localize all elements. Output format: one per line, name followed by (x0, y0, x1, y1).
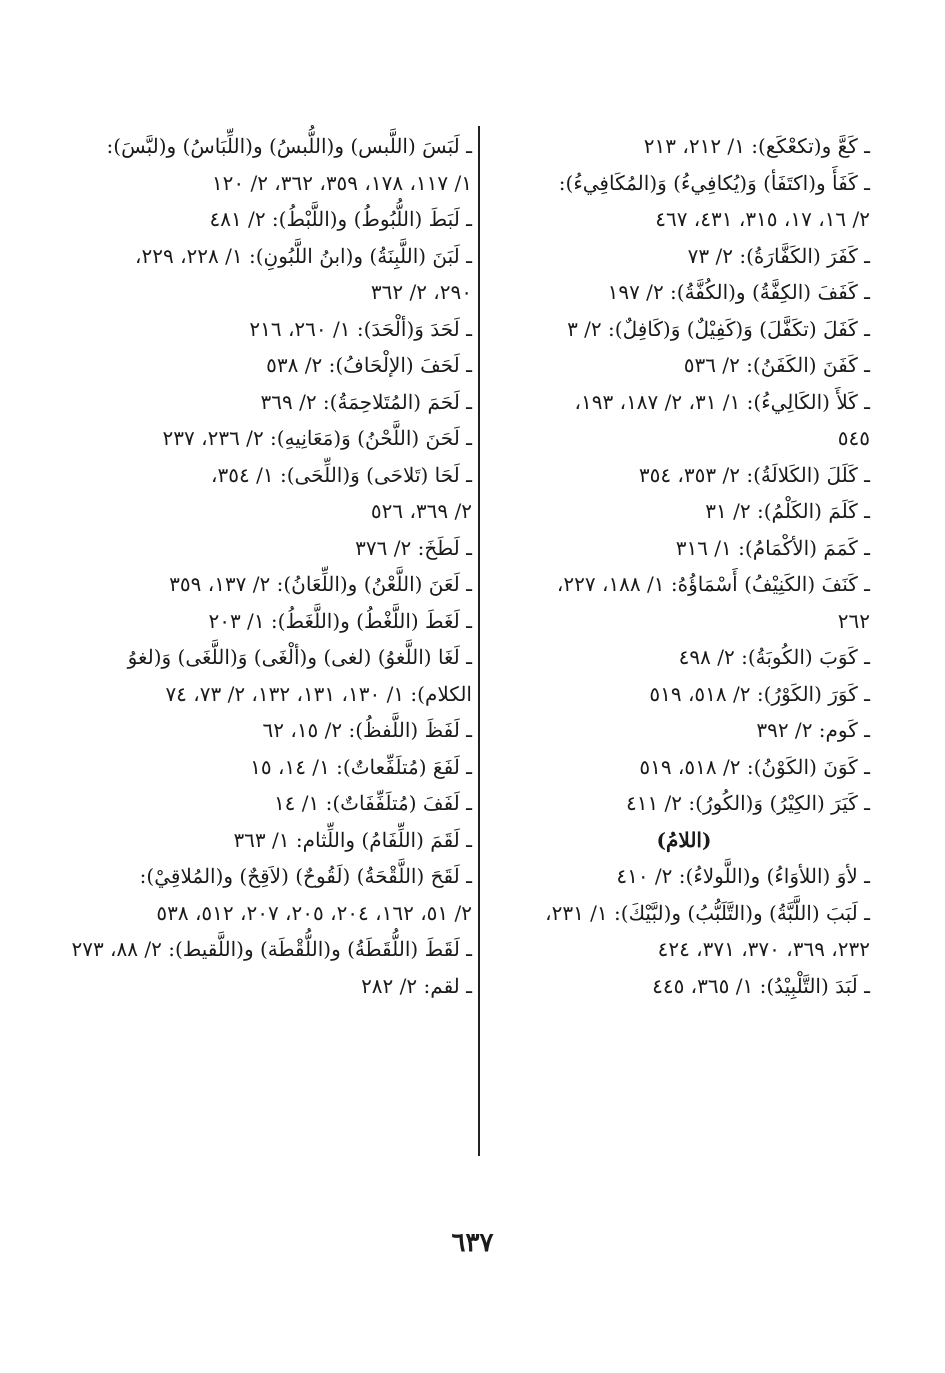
index-column-right (498, 128, 870, 1004)
index-entry: ـ لَغَطَ (اللَّغْطُ) و(اللَّغَطُ): ١/ ٢٠٣ (208, 608, 472, 633)
index-entry: ـ لَحَفَ (الإلْحَافُ): ٢/ ٥٣٨ (266, 353, 472, 377)
index-entry: ـ كَلأَ (الكَالِيءُ): ١/ ٣١، ٢/ ١٨٧، ١٩٣، (574, 389, 870, 414)
index-entry: ٢/ ٣٦٩، ٥٢٦ (370, 499, 472, 523)
index-entry: ـ كَعَّ و(تكعْكَع): ١/ ٢١٢، ٢١٣ (643, 134, 870, 158)
index-entry: ٢٩٠، ٢/ ٣٦٢ (370, 280, 472, 304)
index-entry: ـ لَحَدَ وَ(ألْحَدَ): ١/ ٢٦٠، ٢١٦ (249, 316, 472, 341)
index-entry: ٢/ ٥١، ١٦٢، ٢٠٤، ٢٠٥، ٢٠٧، ٥١٢، ٥٣٨ (156, 900, 472, 925)
index-entry: ـ لَبَطَ (اللُّبُوطُ) و(اللَّبْطُ): ٢/ ٤٨١ (209, 207, 472, 231)
index-entry: ـ كَفَنَ (الكَفَنُ): ٢/ ٥٣٦ (683, 353, 870, 377)
index-entry: ـ لَبَدَ (التَّلْبِيْدُ): ١/ ٣٦٥، ٤٤٥ (652, 973, 870, 998)
index-entry: ـ لَبَنَ (اللَّبِنَةُ) و(ابنُ اللَّبُونِ): ١/ ٢٢٨، ٢٢٩، (135, 243, 472, 268)
index-entry: ـ لَقَطَ (اللُّقَطَةُ) و(اللُّقْطَة) و(اللَّقيط): ٢/ ٨٨، ٢٧٣ (71, 937, 472, 961)
index-entry: ـ لقم: ٢/ ٢٨٢ (361, 973, 472, 998)
index-entry: ـ كَفَفَ (الكِفَّةُ) و(الكُفَّةُ): ٢/ ١٩٧ (607, 280, 870, 304)
index-entry: ـ كَوَنَ (الكَوْنُ): ٢/ ٥١٨، ٥١٩ (639, 754, 870, 779)
section-heading: (اللامُ) (656, 827, 712, 852)
index-entry: ـ لَحَمَ (المُتَلاحِمَةُ): ٢/ ٣٦٩ (260, 389, 472, 414)
index-entry: ـ لَقَحَ (اللَّقْحَةُ) (لَقُوحٌ) (لاَقِحٌ) و(المُلاقِيْ): (139, 864, 472, 888)
index-entry: ـ كَوم: ٢/ ٣٩٢ (756, 718, 870, 742)
index-entry: ـ لَقَمَ (اللِّفَامُ) واللِّثام: ١/ ٣٦٣ (233, 827, 472, 852)
index-entry: ـ لَغَا (اللَّغوُ) (لغى) و(ألْغَى) وَ(اللَّغَى) وَ(لغوُ (127, 645, 472, 669)
index-entry: ـ لأوَ (اللأوَاءُ) و(اللَّولاءُ): ٢/ ٤١٠ (616, 864, 870, 888)
index-entry: ـ لَفَعَ (مُتلَفِّعاتٌ): ١/ ١٤، ١٥ (250, 754, 472, 779)
index-entry: ـ لَفَظَ (اللَّفظُ): ٢/ ١٥، ٦٢ (262, 718, 472, 742)
index-entry: ٢/ ١٦، ١٧، ٣١٥، ٤٣١، ٤٦٧ (655, 207, 870, 231)
index-entry: ـ لَحَا (تَلاحَى) وَ(اللِّحَى): ١/ ٣٥٤، (211, 462, 472, 487)
index-entry: ـ كَلَمَ (الكَلْمُ): ٢/ ٣١ (705, 499, 870, 523)
index-entry: ـ كَفَأَ و(اكتَفَأ) وَ(يُكافِيءُ) وَ(المُكَافِيءُ): (558, 170, 870, 195)
index-entry: ٥٤٥ (837, 426, 870, 450)
index-entry: ـ كَيَرَ (الكِيْرُ) وَ(الكُورُ): ٢/ ٤١١ (625, 791, 870, 815)
index-entry: ـ لَطَخَ: ٢/ ٣٧٦ (355, 535, 472, 560)
index-entry: ـ لَفَفَ (مُتلَفِّفَاتٌ): ١/ ١٤ (273, 791, 472, 815)
column-divider (478, 126, 480, 1156)
index-entry: ـ كَوَرَ (الكَوْرُ): ٢/ ٥١٨، ٥١٩ (649, 681, 870, 706)
index-entry: ١/ ١١٧، ١٧٨، ٣٥٩، ٣٦٢، ٢/ ١٢٠ (211, 170, 472, 195)
page-number: ٦٣٧ (451, 1228, 494, 1258)
index-entry: ـ كَنَفَ (الكَنِيْفُ) أَسْمَاؤُهُ: ١/ ١٨٨، ٢٢٧، (556, 572, 870, 596)
index-column-left (71, 128, 472, 1004)
index-entry: ـ لَعَنَ (اللَّعْنُ) و(اللِّعَانُ): ٢/ ١٣٧، ٣٥٩ (169, 572, 472, 596)
index-entry: ـ لَبَسَ (اللَّبس) و(اللُّبسُ) و(اللِّبَاسُ) و(لبَّسَ): (106, 134, 472, 158)
index-entry: ـ كَلَلَ (الكَلالَةُ): ٢/ ٣٥٣، ٣٥٤ (638, 462, 870, 487)
index-entry: ـ كَفَلَ (تكَفَّلَ) وَ(كَفِيْلٌ) وَ(كَافِلٌ): ٢/ ٣ (567, 316, 870, 341)
index-entry: ٢٦٢ (837, 608, 870, 633)
index-entry: ـ لَحَنَ (اللَّحْنُ) وَ(مَعَانِيهِ): ٢/ ٢٣٦، ٢٣٧ (162, 426, 472, 450)
index-entry: الكلام): ١/ ١٣٠، ١٣١، ١٣٢، ٢/ ٧٣، ٧٤ (165, 681, 472, 706)
index-entry: ـ كَوَبَ (الكُوبَةُ): ٢/ ٤٩٨ (678, 645, 870, 669)
index-entry: ـ لَبَبَ (اللَّبَّةُ) و(التَّلَبُّبُ) و(لبَّيْكَ): ١/ ٢٣١، (545, 900, 870, 925)
index-entry: ـ كَمَمَ (الأكْمَامُ): ١/ ٣١٦ (675, 535, 870, 560)
index-entry: ـ كَفَرَ (الكَفَّارَةُ): ٢/ ٧٣ (687, 243, 870, 268)
index-entry: ٢٣٢، ٣٦٩، ٣٧٠، ٣٧١، ٤٢٤ (657, 937, 870, 961)
